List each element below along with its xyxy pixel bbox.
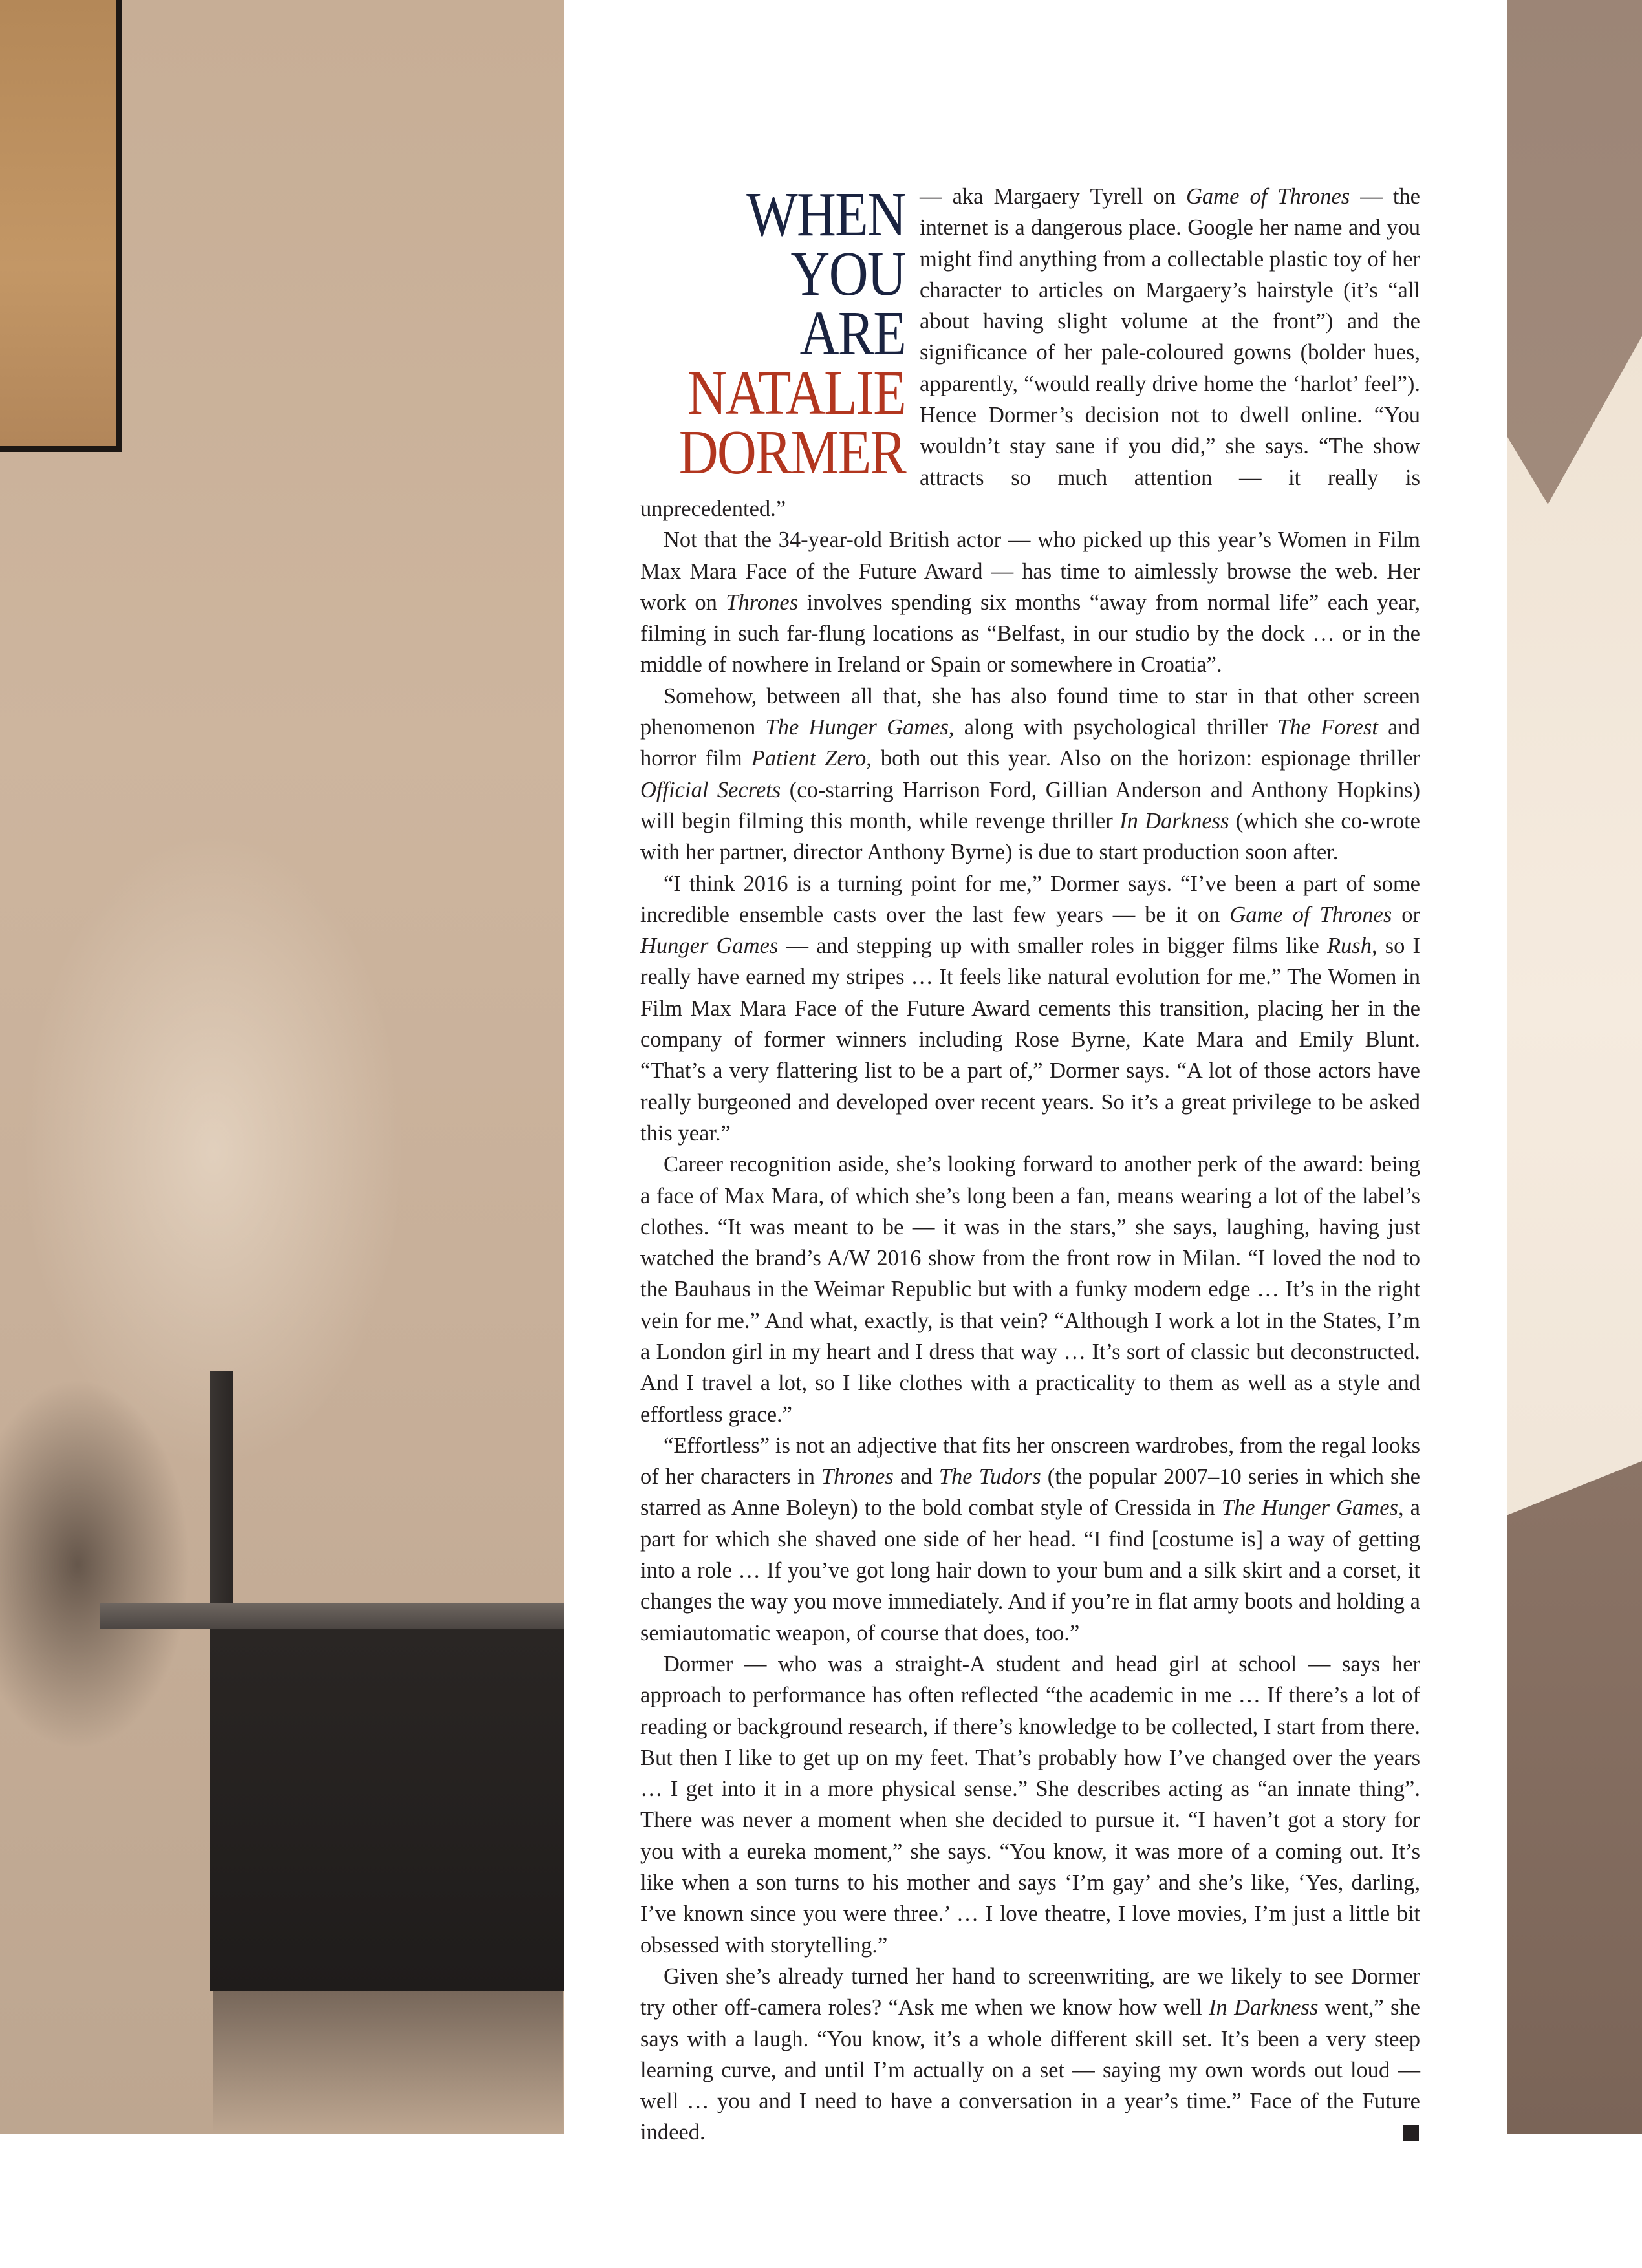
floor-shadow [213, 1991, 563, 2134]
window-frame [0, 0, 122, 452]
text: and horror film [640, 715, 1420, 771]
text: — aka Margaery Tyrell on [920, 184, 1186, 209]
paragraph-4 [640, 868, 1420, 1150]
title-italic: Game of Thrones [1185, 184, 1350, 209]
paragraph-7 [640, 1649, 1420, 1961]
text: went,” she says with a laugh. “You know, it’s a whole different skill set. It’s been a very steep learning curve, and until I’m actually on a set — saying my own words out loud — well … you and I need to have a conversation in a year’s time.” Face of the Future indeed. [640, 1995, 1420, 2145]
text: and [893, 1464, 939, 1490]
title-italic: The Hunger Games [765, 715, 949, 740]
title-italic: Official Secrets [640, 777, 781, 802]
shelf-bracket [210, 1371, 233, 1629]
wall-shadow [0, 1371, 213, 1771]
text: Not that the 34-year-old British actor — who picked up this year’s Women in Film Max Mara Face of the Future Award — has time to aimlessly browse the web. Her work on [640, 528, 1420, 615]
title-italic: Rush [1326, 934, 1372, 959]
paragraph-3 [640, 681, 1420, 868]
text: Given she’s already turned her hand to screenwriting, are we likely to see Dormer try other off-camera roles? “Ask me when we know how well [640, 1963, 1420, 2020]
text: Somehow, between all that, she has also found time to star in that other screen phenomenon [640, 683, 1420, 740]
headline-line-1: WHEN [746, 180, 905, 250]
headline-line-2: YOU ARE [790, 239, 905, 369]
shelf-top [100, 1603, 564, 1629]
title-italic: The Hunger Games [1221, 1495, 1398, 1521]
title-italic: Patient Zero [751, 746, 867, 771]
paragraph-8 [640, 1961, 1420, 2148]
wall-band [1507, 1461, 1642, 2134]
headline-name-last: DORMER [678, 418, 905, 487]
paragraph-2 [640, 524, 1420, 680]
text: “I think 2016 is a turning point for me,” Dormer says. “I’ve been a part of some incredible ensemble casts over the last few years — be it on [640, 871, 1420, 927]
title-italic: The Forest [1277, 715, 1378, 740]
end-of-article-icon [1403, 2125, 1419, 2141]
text: (co-starring Harrison Ford, Gillian Anderson and Anthony Hopkins) will begin filming this month, while revenge thriller [640, 777, 1421, 833]
text: , along with psychological thriller [948, 715, 1278, 740]
text: — the internet is a dangerous place. Google her name and you might find anything from a collectable plastic toy of her character to articles on Margaery’s hairstyle (it’s “all about having slight volume at the front”) and the significance of her pale-coloured gowns (bolder hues, apparently, “would really drive home the ‘harlot’ feel”). Hence Dormer’s decision not to dwell online. “You wouldn’t stay sane if you did,” she says. “The show attracts so much attention — it really is unprecedented.” [640, 184, 1420, 521]
text: , so I really have earned my stripes … It feels like natural evolution for me.” The Women in Film Max Mara Face of the Future Award cements this transition, placing her in the company of former winners including Rose Byrne, Kate Mara and Emily Blunt. “That’s a very flattering list to be a part of,” Dormer says. “A lot of those actors have really burgeoned and developed over recent years. So it’s a great privilege to be asked this year.” [640, 934, 1420, 1146]
title-italic: Hunger Games [640, 934, 779, 959]
background-photo-left [0, 0, 564, 2134]
paragraph-5 [640, 1149, 1420, 1430]
text: or [1392, 902, 1420, 927]
text: , both out this year. Also on the horizon: espionage thriller [866, 746, 1420, 771]
title-italic: Thrones [726, 590, 799, 615]
title-italic: In Darkness [1209, 1995, 1319, 2020]
title-italic: The Tudors [938, 1464, 1041, 1490]
text: , a part for which she shaved one side of her head. “I find [costume is] a way of getting into a role … If you’ve got long hair down to your bum and a silk skirt and a corset, it changes the way you move immediately. And if you’re in flat army boots and holding a semiautomatic weapon, of course that does, too.” [640, 1495, 1420, 1645]
text: (which she co-wrote with her partner, director Anthony Byrne) is due to start production soon after. [640, 808, 1420, 865]
title-italic: Thrones [821, 1464, 894, 1490]
text: Career recognition aside, she’s looking forward to another perk of the award: being a face of Max Mara, of which she’s long been a fan, means wearing a lot of the label’s clothes. “It was meant to be — it was in the stars,” she says, laughing, having just watched the brand’s A/W 2016 show from the front row in Milan. “I loved the nod to the Bauhaus in the Weimar Republic but with a funky modern edge … It’s in the right vein for me.” And what, exactly, is that vein? “Although I work a lot in the States, I’m a London girl in my heart and I dress that way … It’s sort of classic but deconstructed. And I travel a lot, so I like clothes with a practicality to them as well as a style and effortless grace.” [640, 1152, 1420, 1427]
title-italic: Game of Thrones [1229, 902, 1392, 927]
text: “Effortless” is not an adjective that fits her onscreen wardrobes, from the regal looks of her characters in [640, 1433, 1420, 1490]
paragraph-6 [640, 1430, 1420, 1649]
shelf-body [210, 1629, 564, 1991]
headline [677, 180, 905, 487]
text: Dormer — who was a straight-A student and head girl at school — says her approach to performance has often reflected “the academic in me … If there’s a lot of reading or background research, if there’s knowledge to be collected, I start from there. But then I like to get up on my feet. That’s probably how I’ve changed over the years … I get into it in a more physical sense.” She describes acting as “an innate thing”. There was never a moment when she decided to pursue it. “I haven’t got a story for you with a eureka moment,” she says. “You know, it was more of a coming out. It’s like when a son turns to his mother and says ‘I’m gay’ and she’s like, ‘Yes, darling, I’ve known since you were three.’ … I love theatre, I love movies, I’m just a little bit obsessed with storytelling.” [640, 1651, 1420, 1958]
headline-name-first: NATALIE [687, 358, 905, 428]
article-body [640, 181, 1420, 2148]
title-italic: In Darkness [1119, 808, 1229, 833]
text: (the popular 2007–10 series in which she starred as Anne Boleyn) to the bold combat style of Cressida in [640, 1464, 1420, 1521]
text: — and stepping up with smaller roles in bigger films like [778, 934, 1327, 959]
background-photo-right [1507, 0, 1642, 2134]
text: involves spending six months “away from normal life” each year, filming in such far-flung locations as “Belfast, in our studio by the dock … or in the middle of nowhere in Ireland or Spain or somewhere in Croatia”. [640, 590, 1420, 678]
